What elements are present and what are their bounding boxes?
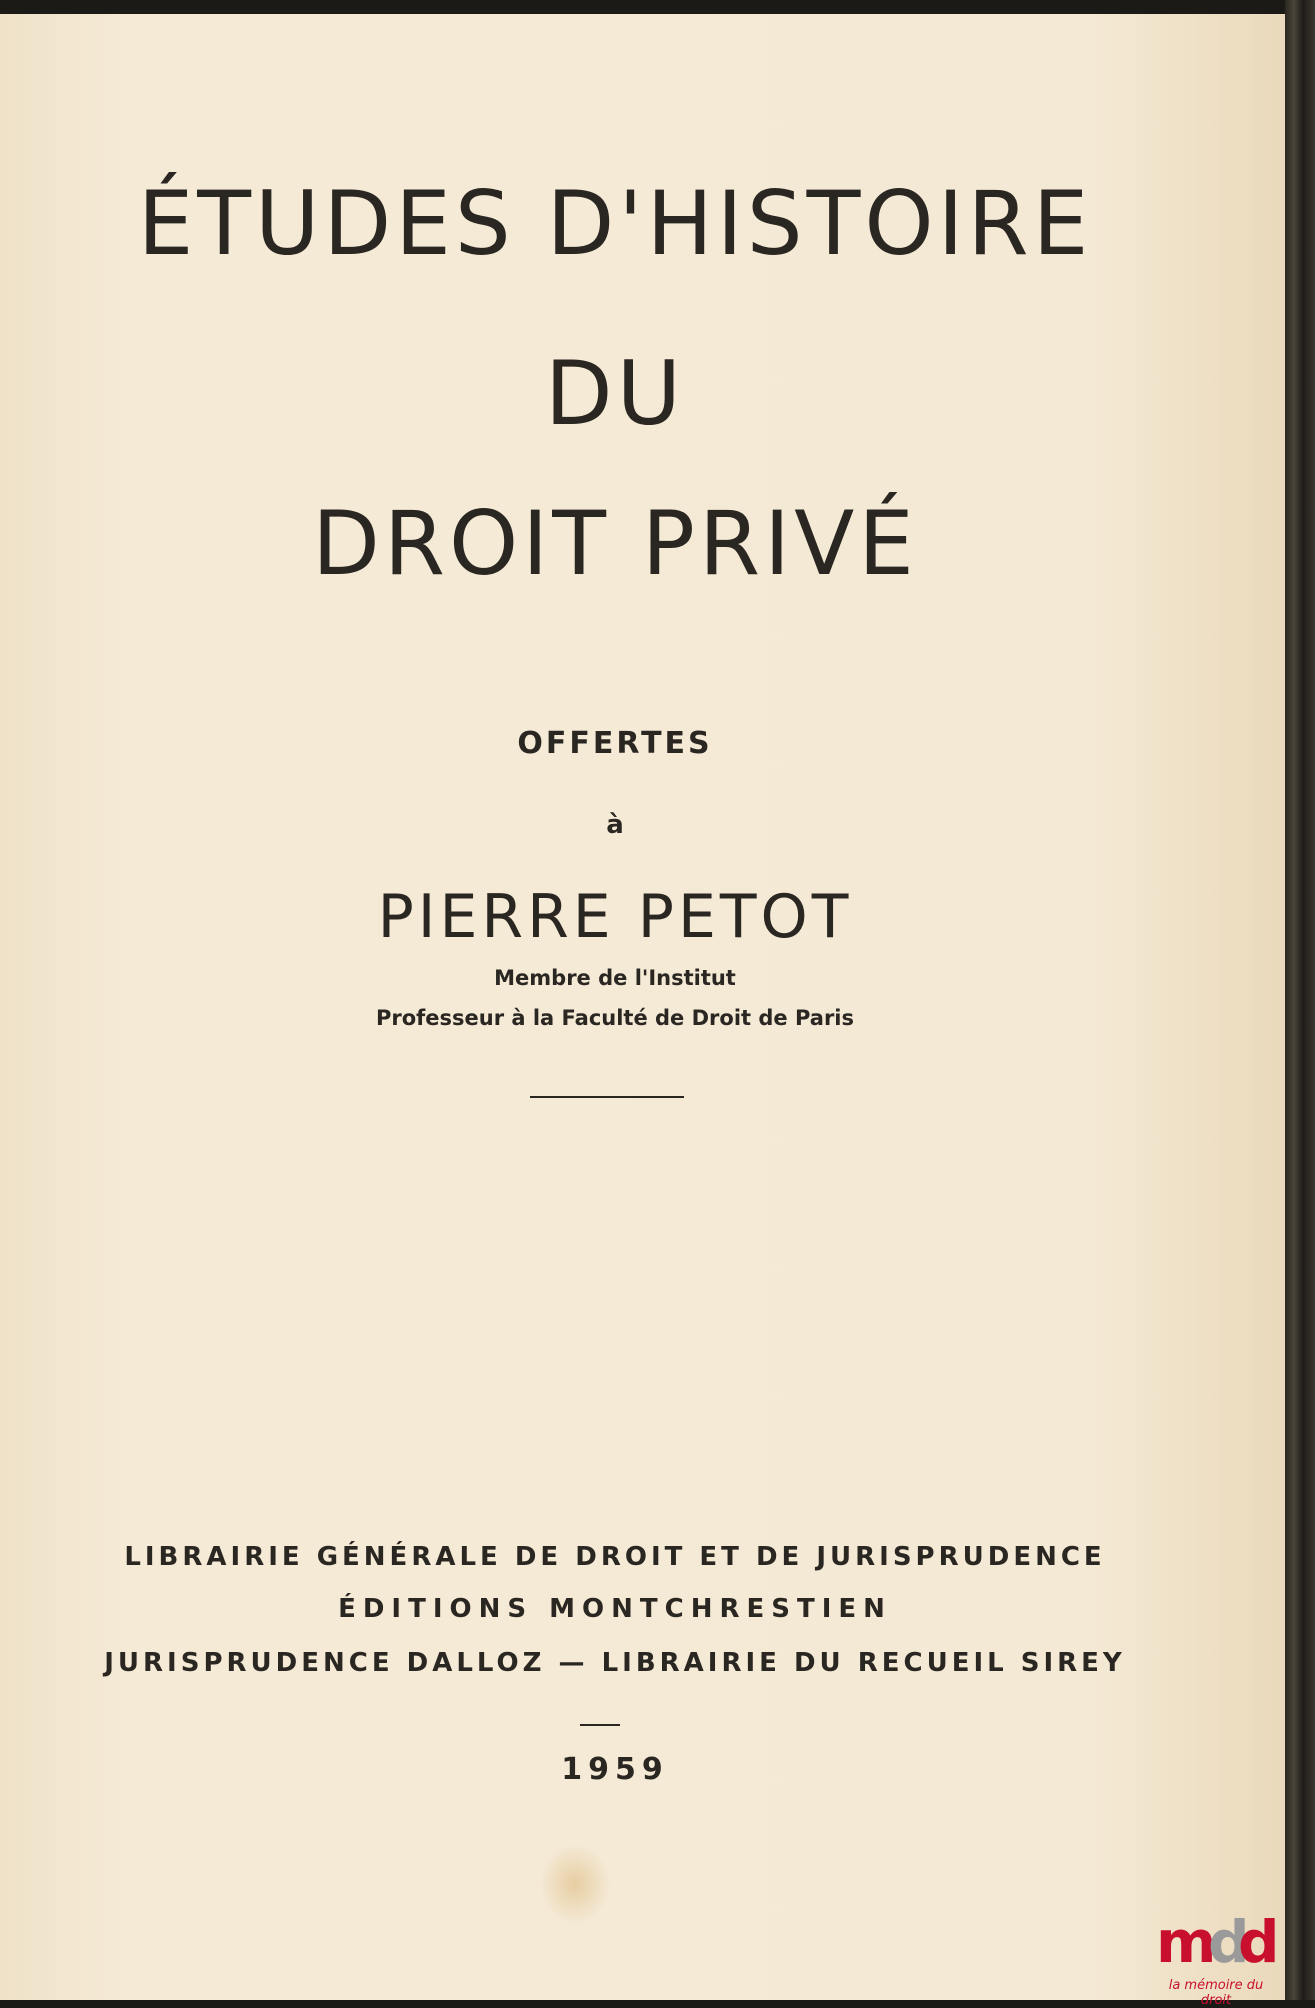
svg-text:m: m: [1156, 1908, 1217, 1976]
publication-year: 1959: [561, 1752, 669, 1787]
dedication-a: à: [606, 810, 624, 840]
publisher-line-3: JURISPRUDENCE DALLOZ — LIBRAIRIE DU RECUEIL SIREY: [104, 1648, 1126, 1678]
book-edge: [1285, 0, 1315, 2000]
paper-stain: [540, 1844, 610, 1924]
publisher-line-2: ÉDITIONS MONTCHRESTIEN: [338, 1594, 892, 1624]
divider-rule: [530, 1096, 684, 1098]
dedication-offertes: OFFERTES: [517, 726, 713, 761]
svg-text:d: d: [1238, 1908, 1280, 1976]
year-divider: [580, 1724, 620, 1726]
title-line-3: DROIT PRIVÉ: [312, 492, 918, 595]
honoree-membership: Membre de l'Institut: [494, 966, 736, 990]
honoree-position: Professeur à la Faculté de Droit de Paris: [375, 1006, 855, 1030]
title-line-2: DU: [544, 342, 686, 445]
title-line-1: ÉTUDES D'HISTOIRE: [137, 172, 1093, 275]
publisher-line-1: LIBRAIRIE GÉNÉRALE DE DROIT ET DE JURISPRUDENCE: [124, 1542, 1106, 1572]
honoree-name: PIERRE PETOT: [377, 882, 853, 952]
watermark-tagline: la mémoire du droit: [1168, 1978, 1264, 2008]
svg-text:d: d: [1208, 1908, 1250, 1976]
